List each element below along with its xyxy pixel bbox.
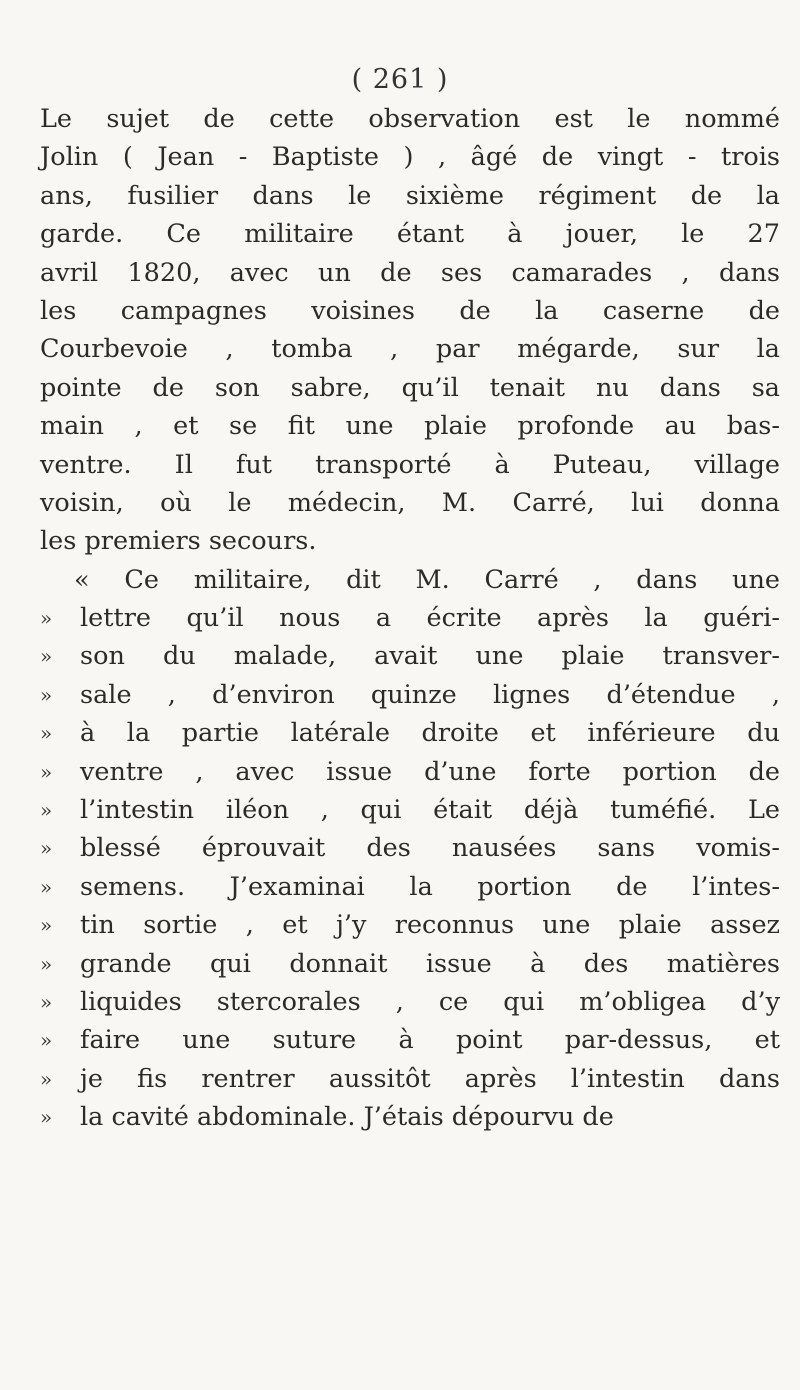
quote-mark: » bbox=[40, 798, 53, 823]
quote-mark: » bbox=[40, 644, 53, 669]
quoted-line bbox=[40, 791, 780, 829]
text-line: voisin, où le médecin, M. Carré, lui donna bbox=[40, 487, 780, 518]
quoted-line bbox=[40, 637, 780, 675]
quoted-line bbox=[40, 868, 780, 906]
quoted-line bbox=[40, 983, 780, 1021]
text-line: la cavité abdominale. J’étais dépourvu de bbox=[80, 1102, 614, 1133]
text-line: semens. J’examinai la portion de l’intes- bbox=[80, 871, 780, 902]
text-line: Jolin ( Jean - Baptiste ) , âgé de vingt - trois bbox=[40, 142, 780, 173]
text-line: les campagnes voisines de la caserne de bbox=[40, 295, 780, 326]
text-line: faire une suture à point par-dessus, et bbox=[80, 1025, 780, 1056]
paragraph-2 bbox=[40, 561, 780, 1137]
quote-mark: » bbox=[40, 951, 53, 976]
text-line: garde. Ce militaire étant à jouer, le 27 bbox=[40, 219, 780, 250]
quoted-line bbox=[40, 1098, 780, 1136]
quoted-line bbox=[40, 714, 780, 752]
text-line: je fis rentrer aussitôt après l’intestin dans bbox=[80, 1063, 780, 1094]
quoted-line bbox=[40, 599, 780, 637]
text-line: ventre , avec issue d’une forte portion de bbox=[80, 756, 780, 787]
quote-mark: » bbox=[40, 989, 53, 1014]
quote-mark: » bbox=[40, 759, 53, 784]
text-line: à la partie latérale droite et inférieure du bbox=[80, 718, 780, 749]
text-line: Courbevoie , tomba , par mégarde, sur la bbox=[40, 334, 780, 365]
quote-mark: » bbox=[40, 836, 53, 861]
quote-mark: » bbox=[40, 1066, 53, 1091]
body-text bbox=[40, 100, 780, 1137]
quoted-line bbox=[40, 1021, 780, 1059]
quoted-line bbox=[40, 906, 780, 944]
quoted-line bbox=[40, 753, 780, 791]
text-line: avril 1820, avec un de ses camarades , dans bbox=[40, 257, 780, 288]
quote-mark: » bbox=[40, 721, 53, 746]
quote-mark: » bbox=[40, 913, 53, 938]
quoted-line bbox=[40, 1060, 780, 1098]
text-line: liquides stercorales , ce qui m’obligea d’y bbox=[80, 986, 780, 1017]
text-line: lettre qu’il nous a écrite après la guéri- bbox=[80, 603, 780, 634]
text-line: son du malade, avait une plaie transver- bbox=[80, 641, 780, 672]
quote-mark: » bbox=[40, 606, 53, 631]
text-line: sale , d’environ quinze lignes d’étendue , bbox=[80, 679, 780, 710]
text-line: Le sujet de cette observation est le nommé bbox=[40, 104, 780, 134]
text-line: grande qui donnait issue à des matières bbox=[80, 948, 780, 979]
text-line: les premiers secours. bbox=[40, 526, 317, 557]
quoted-line bbox=[40, 945, 780, 983]
page-number: ( 261 ) bbox=[351, 64, 449, 95]
text-line: blessé éprouvait des nausées sans vomis- bbox=[80, 833, 780, 864]
text-line: l’intestin iléon , qui était déjà tuméfié. Le bbox=[80, 795, 780, 826]
text-line: main , et se fit une plaie profonde au bas- bbox=[40, 411, 780, 442]
quote-mark: » bbox=[40, 1028, 53, 1053]
text-line: ventre. Il fut transporté à Puteau, village bbox=[40, 449, 780, 480]
quote-mark: » bbox=[40, 1105, 53, 1130]
text-line: tin sortie , et j’y reconnus une plaie assez bbox=[80, 910, 780, 941]
text-line: ans, fusilier dans le sixième régiment de la bbox=[40, 180, 780, 211]
quote-mark: » bbox=[40, 874, 53, 899]
quoted-line bbox=[40, 676, 780, 714]
text-line: « Ce militaire, dit M. Carré , dans une bbox=[74, 564, 780, 595]
text-line: pointe de son sabre, qu’il tenait nu dans sa bbox=[40, 372, 780, 403]
paragraph-1 bbox=[40, 100, 780, 561]
quoted-line bbox=[40, 829, 780, 867]
quote-mark: » bbox=[40, 682, 53, 707]
